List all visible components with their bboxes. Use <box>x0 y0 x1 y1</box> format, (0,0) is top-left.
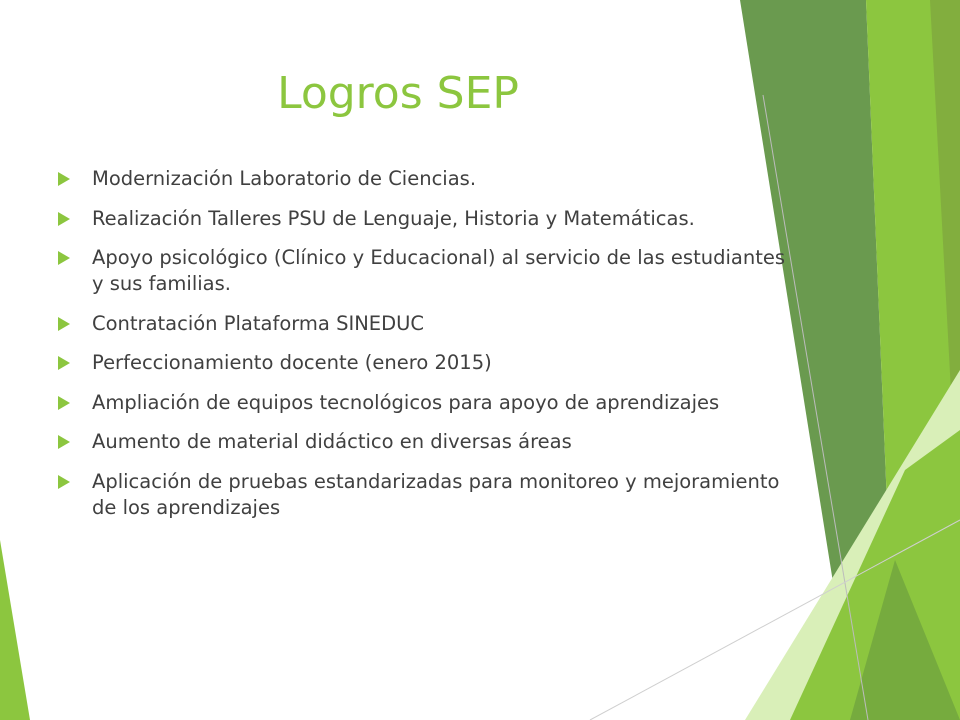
bullet-item <box>58 469 798 521</box>
bullet-item <box>58 311 798 337</box>
bullet-text: Apoyo psicológico (Clínico y Educacional) al servicio de las estudiantes y sus familias. <box>92 246 786 295</box>
bullet-text: Ampliación de equipos tecnológicos para apoyo de aprendizajes <box>92 390 720 414</box>
slide-title: Logros SEP <box>277 68 519 119</box>
bullet-item <box>58 206 798 232</box>
bullet-text: Modernización Laboratorio de Ciencias. <box>92 167 477 190</box>
bullet-text: Aplicación de pruebas estandarizadas para monitoreo y mejoramiento de los aprendizajes <box>92 469 780 519</box>
left-accent-strip <box>0 540 30 720</box>
arrow-bullet-icon <box>58 172 70 186</box>
bullet-item <box>58 166 798 192</box>
arrow-bullet-icon <box>58 435 70 449</box>
arrow-bullet-icon <box>58 356 70 370</box>
bullet-text: Contratación Plataforma SINEDUC <box>92 311 425 335</box>
arrow-bullet-icon <box>58 475 70 489</box>
arrow-bullet-icon <box>58 396 70 410</box>
bullet-text: Realización Talleres PSU de Lenguaje, Historia y Matemáticas. <box>92 206 695 230</box>
arrow-bullet-icon <box>58 251 70 265</box>
bullet-item <box>58 429 798 455</box>
arrow-bullet-icon <box>58 317 70 331</box>
bullet-item <box>58 390 798 416</box>
bullet-item <box>58 350 798 376</box>
arrow-bullet-icon <box>58 212 70 226</box>
bullet-list <box>58 166 798 534</box>
bullet-item <box>58 245 798 297</box>
bullet-text: Aumento de material didáctico en diversas áreas <box>92 430 572 453</box>
bullet-text: Perfeccionamiento docente (enero 2015) <box>92 351 492 374</box>
